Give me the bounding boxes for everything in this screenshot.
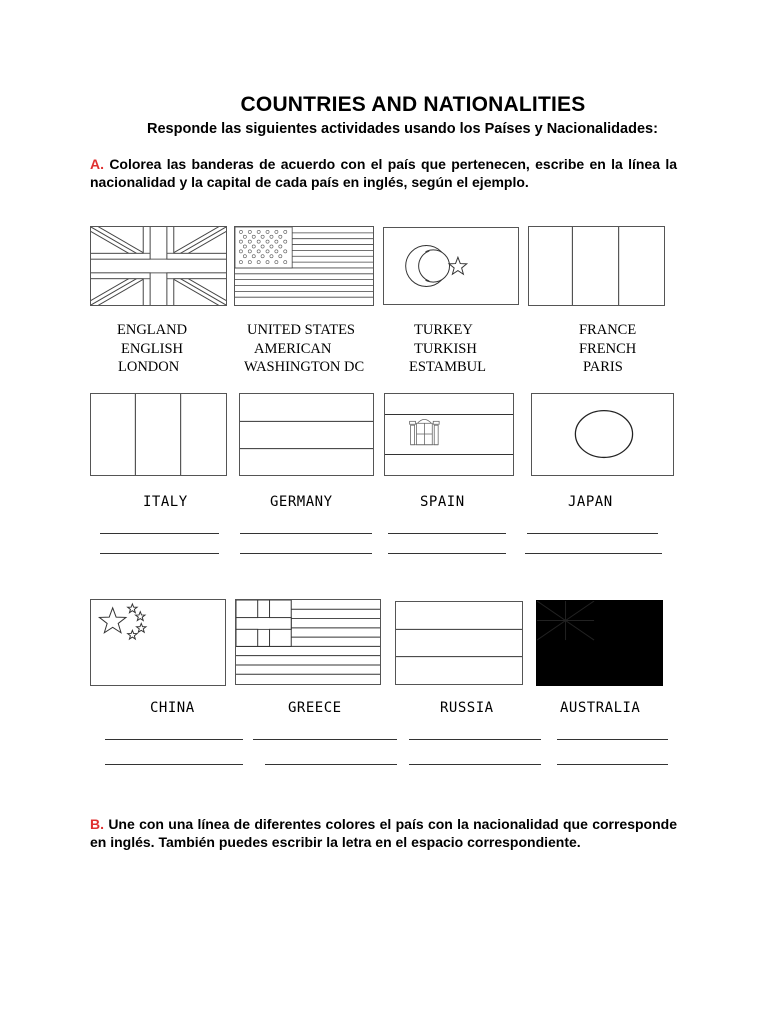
example-capital: PARIS — [583, 359, 623, 375]
country-label-china: CHINA — [150, 700, 195, 716]
country-label-italy: ITALY — [143, 494, 188, 510]
flag-spain-icon — [384, 393, 514, 476]
example-country: ENGLAND — [117, 322, 188, 338]
answer-line-japan-nationality[interactable] — [527, 533, 658, 534]
answer-line-australia-nationality[interactable] — [557, 739, 668, 740]
example-capital: ESTAMBUL — [409, 359, 486, 375]
flag-france-icon — [528, 226, 665, 306]
country-label-australia: AUSTRALIA — [560, 700, 641, 716]
example-nationality: TURKISH — [414, 340, 477, 357]
answer-line-australia-capital[interactable] — [557, 764, 668, 765]
example-united-states — [244, 321, 364, 377]
flag-turkey-icon — [383, 227, 519, 305]
section-a-text: Colorea las banderas de acuerdo con el país que pertenecen, escribe en la línea la nacionalidad y la capital de cada país en inglés, según el ejemplo. — [90, 156, 677, 190]
example-capital: LONDON — [118, 359, 180, 375]
section-b-instructions — [90, 815, 677, 851]
answer-line-russia-nationality[interactable] — [409, 739, 541, 740]
example-country: UNITED STATES — [247, 322, 355, 338]
answer-line-italy-nationality[interactable] — [100, 533, 219, 534]
example-england — [117, 321, 187, 377]
example-turkey — [409, 321, 486, 377]
example-nationality: ENGLISH — [121, 340, 184, 357]
flag-russia-icon — [395, 601, 523, 685]
page-title: COUNTRIES AND NATIONALITIES — [240, 93, 586, 116]
flag-china-icon — [90, 599, 226, 686]
page-subtitle: Responde las siguientes actividades usando los Países y Nacionalidades: — [147, 121, 658, 137]
country-label-greece: GREECE — [288, 700, 342, 716]
example-country: TURKEY — [414, 322, 473, 338]
country-label-spain: SPAIN — [420, 494, 465, 510]
section-a-letter: A. — [90, 156, 104, 172]
country-label-japan: JAPAN — [568, 494, 613, 510]
flag-australia-icon — [536, 600, 663, 686]
country-label-germany: GERMANY — [270, 494, 333, 510]
answer-line-spain-capital[interactable] — [388, 553, 506, 554]
answer-line-japan-capital[interactable] — [525, 553, 662, 554]
example-capital: WASHINGTON DC — [244, 359, 365, 375]
answer-line-germany-capital[interactable] — [240, 553, 372, 554]
section-b-letter: B. — [90, 816, 104, 832]
example-country: FRANCE — [579, 322, 637, 338]
answer-line-greece-capital[interactable] — [265, 764, 397, 765]
answer-line-china-capital[interactable] — [105, 764, 243, 765]
flag-germany-icon — [239, 393, 374, 476]
flag-usa-icon — [234, 226, 374, 306]
answer-line-russia-capital[interactable] — [409, 764, 541, 765]
section-a-instructions — [90, 155, 677, 191]
answer-line-italy-capital[interactable] — [100, 553, 219, 554]
flag-uk-icon — [90, 226, 227, 306]
example-nationality: FRENCH — [579, 340, 637, 357]
section-b-text: Une con una línea de diferentes colores el país con la nacionalidad que corresponde en inglés. También puedes escribir la letra en el espacio correspondiente. — [90, 816, 677, 850]
flag-greece-icon — [235, 599, 381, 685]
flag-japan-icon — [531, 393, 674, 476]
example-france — [579, 321, 636, 377]
flag-italy-icon — [90, 393, 227, 476]
answer-line-china-nationality[interactable] — [105, 739, 243, 740]
answer-line-germany-nationality[interactable] — [240, 533, 372, 534]
answer-line-spain-nationality[interactable] — [388, 533, 506, 534]
country-label-russia: RUSSIA — [440, 700, 494, 716]
answer-line-greece-nationality[interactable] — [253, 739, 397, 740]
example-nationality: AMERICAN — [254, 340, 332, 357]
